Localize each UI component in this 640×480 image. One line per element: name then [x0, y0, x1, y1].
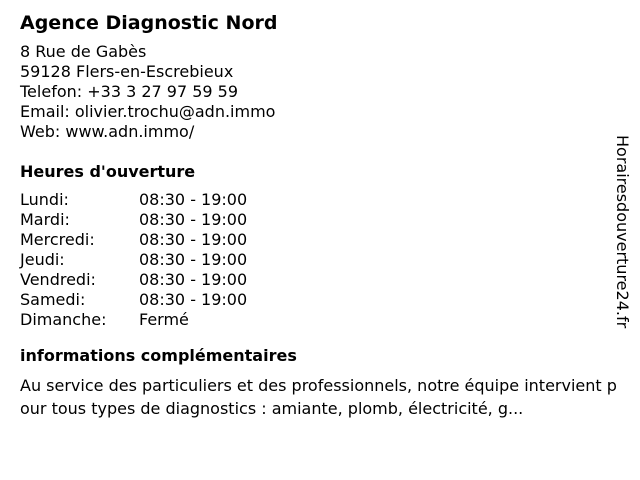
day-label: Samedi:: [20, 290, 86, 309]
hours-row-sunday: [20, 310, 610, 330]
opening-hours-heading: Heures d'ouverture: [20, 162, 196, 181]
website: Web: www.adn.immo/: [20, 122, 195, 141]
site-watermark: Horairesdouverture24.fr: [613, 135, 632, 329]
business-name: Agence Diagnostic Nord: [20, 12, 278, 34]
email-address: Email: olivier.trochu@adn.immo: [20, 102, 276, 121]
city-postcode: 59128 Flers-en-Escrebieux: [20, 62, 234, 81]
hours-row-wednesday: [20, 230, 610, 250]
street-address: 8 Rue de Gabès: [20, 42, 147, 61]
hours-row-friday: [20, 270, 610, 290]
time-value: 08:30 - 19:00: [139, 270, 248, 289]
day-label: Lundi:: [20, 190, 69, 209]
business-card: [20, 10, 617, 420]
hours-row-thursday: [20, 250, 610, 270]
day-label: Jeudi:: [20, 250, 65, 269]
day-label: Mardi:: [20, 210, 70, 229]
time-value: Fermé: [139, 310, 189, 329]
phone-number: Telefon: +33 3 27 97 59 59: [20, 82, 239, 101]
contact-block: [20, 42, 610, 142]
day-label: Vendredi:: [20, 270, 96, 289]
time-value: 08:30 - 19:00: [139, 210, 248, 229]
time-value: 08:30 - 19:00: [139, 250, 248, 269]
opening-hours-table: [20, 190, 610, 330]
hours-row-tuesday: [20, 210, 610, 230]
additional-info-text: Au service des particuliers et des professionnels, notre équipe intervient pour tous types de diagnostics : amiante, plomb, électricité, g...: [20, 376, 617, 418]
time-value: 08:30 - 19:00: [139, 190, 248, 209]
day-label: Mercredi:: [20, 230, 95, 249]
additional-info-heading: informations complémentaires: [20, 346, 297, 365]
day-label: Dimanche:: [20, 310, 107, 329]
time-value: 08:30 - 19:00: [139, 230, 248, 249]
hours-row-saturday: [20, 290, 610, 310]
time-value: 08:30 - 19:00: [139, 290, 248, 309]
hours-row-monday: [20, 190, 610, 210]
